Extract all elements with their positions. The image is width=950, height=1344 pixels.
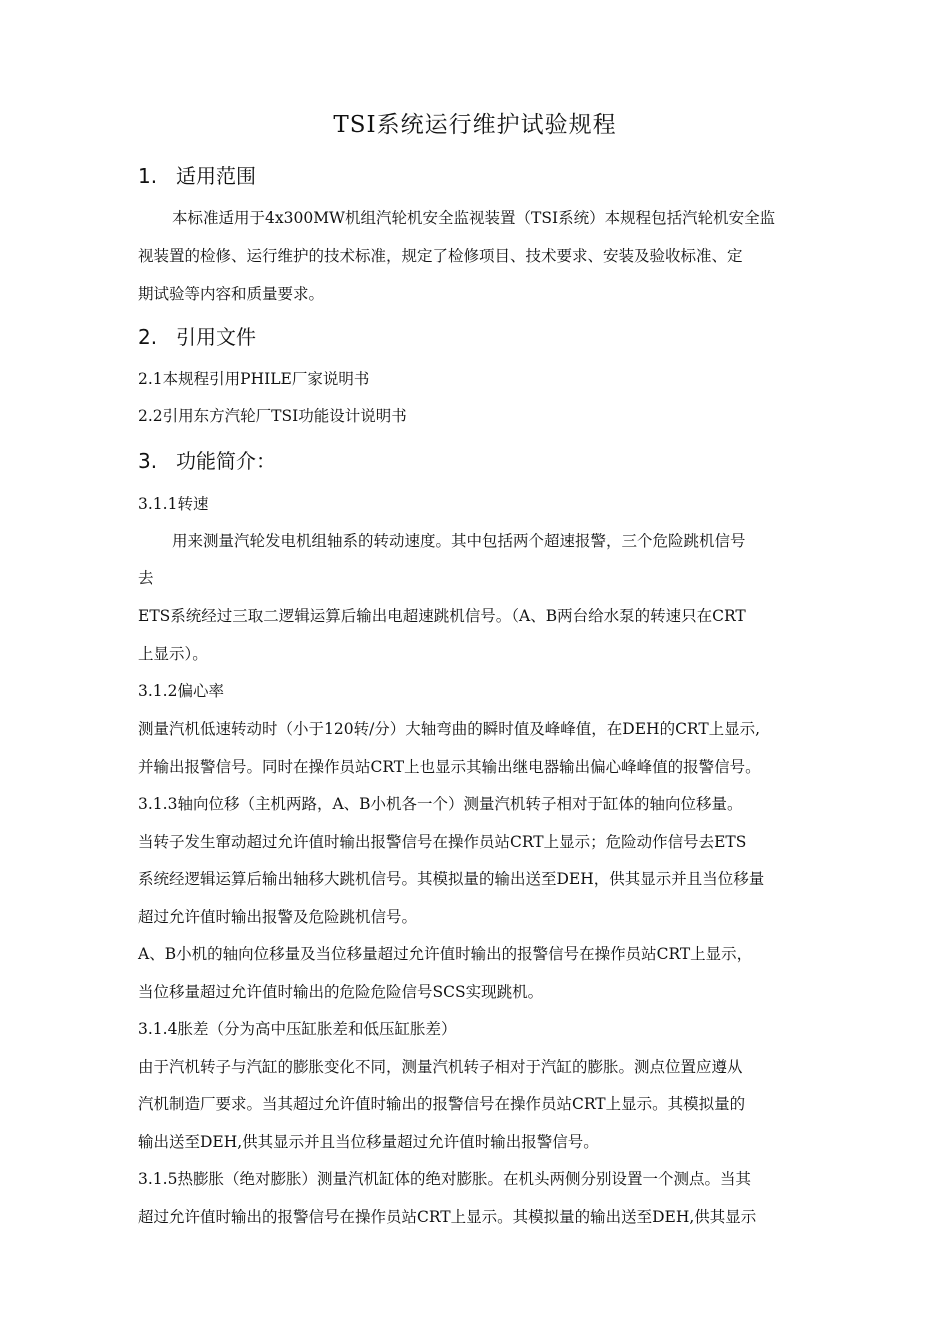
axial-line-4: 超过允许值时输出报警及危险跳机信号。 bbox=[138, 908, 418, 926]
section-number: 2. bbox=[138, 325, 158, 349]
eccentricity-heading: 3.1.2偏心率 bbox=[138, 682, 224, 700]
speed-line-2: 去 bbox=[138, 569, 154, 587]
section-heading-scope bbox=[138, 161, 256, 191]
section-heading-references bbox=[138, 322, 256, 352]
section-title: 引用文件 bbox=[176, 325, 256, 349]
scope-line-1: 本标准适用于4x300MW机组汽轮机安全监视装置（TSI系统）本规程包括汽轮机安全监 bbox=[172, 209, 776, 227]
section-title: 功能简介： bbox=[176, 449, 276, 473]
section-number: 3. bbox=[138, 449, 158, 473]
axial-line-3: 系统经逻辑运算后输出轴移大跳机信号。其模拟量的输出送至DEH，供其显示并且当位移量 bbox=[138, 870, 765, 888]
differential-line-1: 由于汽机转子与汽缸的膨胀变化不同，测量汽机转子相对于汽缸的膨胀。测点位置应遵从 bbox=[138, 1058, 743, 1076]
speed-heading: 3.1.1转速 bbox=[138, 495, 209, 513]
scope-line-3: 期试验等内容和质量要求。 bbox=[138, 285, 325, 303]
speed-line-1: 用来测量汽轮发电机组轴系的转动速度。其中包括两个超速报警，三个危险跳机信号 bbox=[172, 532, 746, 550]
reference-line-2: 2.2引用东方汽轮厂TSI功能设计说明书 bbox=[138, 407, 407, 425]
differential-line-3: 输出送至DEH,供其显示并且当位移量超过允许值时输出报警信号。 bbox=[138, 1133, 599, 1151]
section-number: 1. bbox=[138, 164, 158, 188]
eccentricity-line-2: 并输出报警信号。同时在操作员站CRT上也显示其输出继电器输出偏心峰峰值的报警信号。 bbox=[138, 758, 761, 776]
speed-line-3: ETS系统经过三取二逻辑运算后输出电超速跳机信号。（A、B两台给水泵的转速只在CRT bbox=[138, 607, 746, 625]
thermal-line-1: 3.1.5热膨胀（绝对膨胀）测量汽机缸体的绝对膨胀。在机头两侧分别设置一个测点。当其 bbox=[138, 1170, 751, 1188]
reference-line-1: 2.1本规程引用PHILE厂家说明书 bbox=[138, 370, 370, 388]
scope-line-2: 视装置的检修、运行维护的技术标准，规定了检修项目、技术要求、安装及验收标准、定 bbox=[138, 247, 743, 265]
speed-line-4: 上显示）。 bbox=[138, 645, 208, 663]
document-title: TSI系统运行维护试验规程 bbox=[333, 112, 617, 138]
axial-line-6: 当位移量超过允许值时输出的危险危险信号SCS实现跳机。 bbox=[138, 983, 544, 1001]
axial-line-1: 3.1.3轴向位移（主机两路，A、B小机各一个）测量汽机转子相对于缸体的轴向位移量。 bbox=[138, 795, 743, 813]
axial-line-5: A、B小机的轴向位移量及当位移量超过允许值时输出的报警信号在操作员站CRT上显示， bbox=[138, 945, 753, 963]
axial-line-2: 当转子发生窜动超过允许值时输出报警信号在操作员站CRT上显示；危险动作信号去ETS bbox=[138, 833, 747, 851]
thermal-line-2: 超过允许值时输出的报警信号在操作员站CRT上显示。其模拟量的输出送至DEH,供其显示 bbox=[138, 1208, 757, 1226]
section-title: 适用范围 bbox=[176, 164, 256, 188]
eccentricity-line-1: 测量汽机低速转动时（小于120转/分）大轴弯曲的瞬时值及峰峰值，在DEH的CRT上显示, bbox=[138, 720, 761, 738]
section-heading-functions bbox=[138, 446, 276, 476]
differential-heading: 3.1.4胀差（分为高中压缸胀差和低压缸胀差） bbox=[138, 1020, 457, 1038]
differential-line-2: 汽机制造厂要求。当其超过允许值时输出的报警信号在操作员站CRT上显示。其模拟量的 bbox=[138, 1095, 746, 1113]
